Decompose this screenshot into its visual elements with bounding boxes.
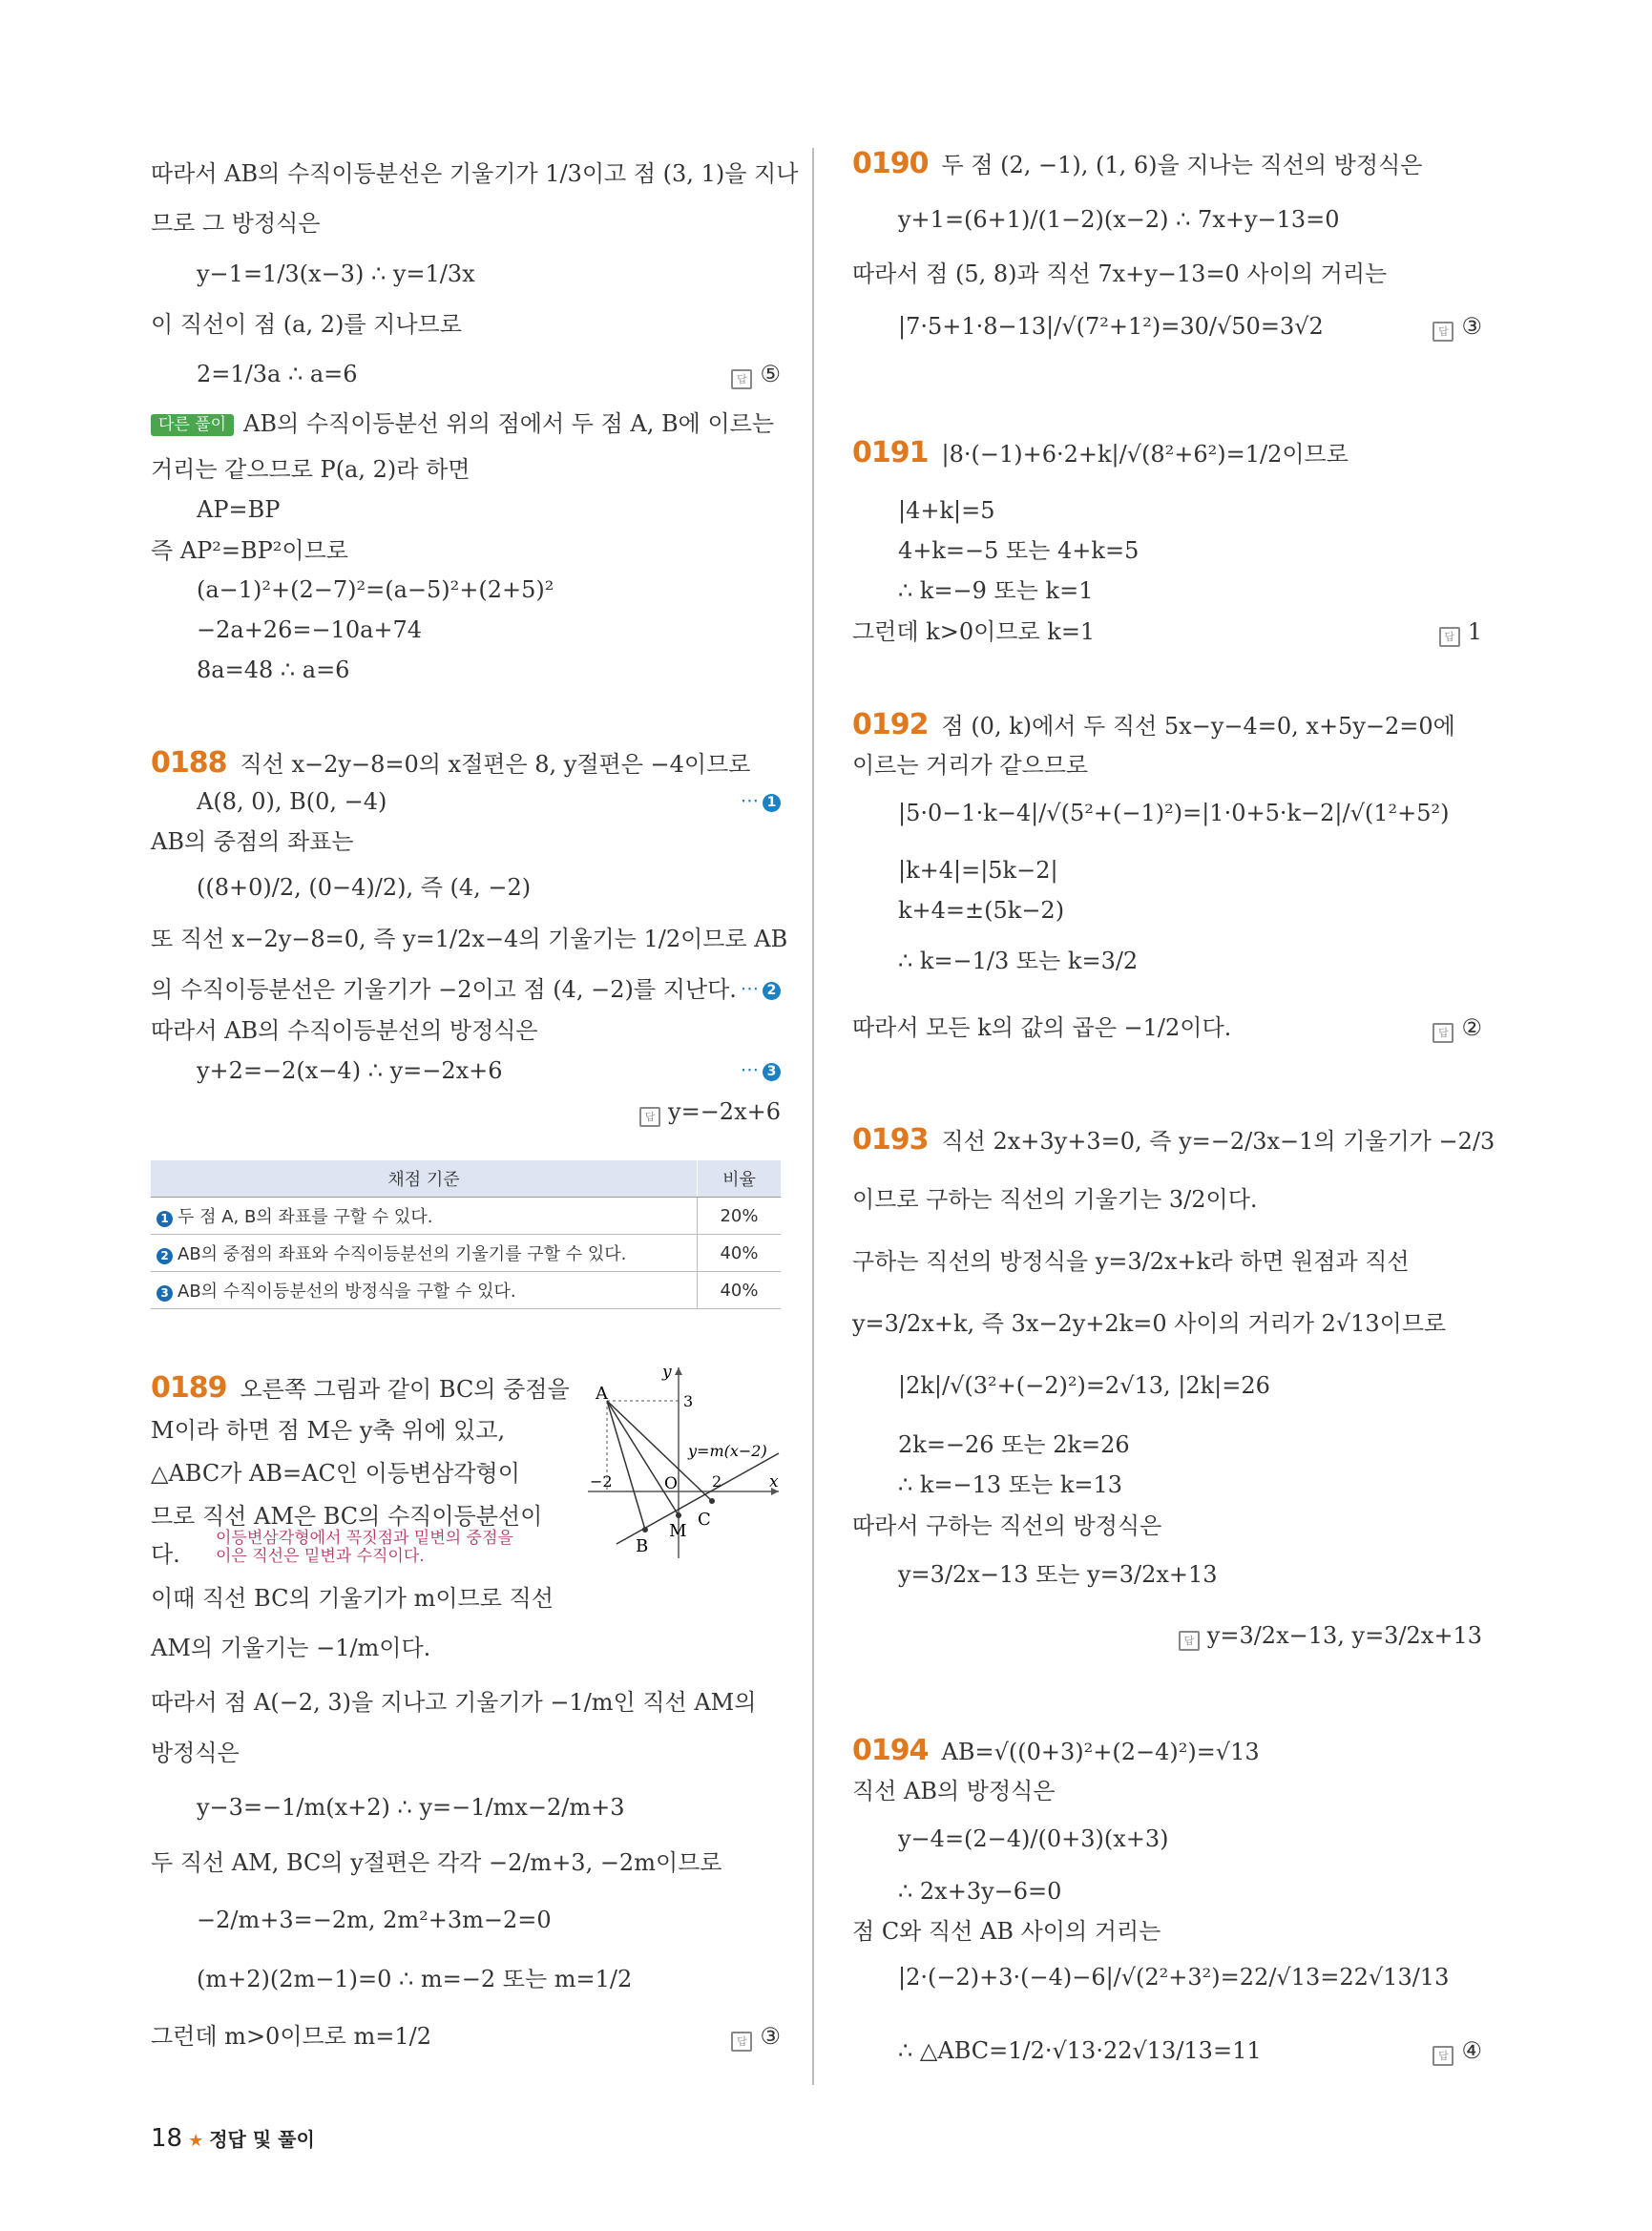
equation-line: y+1=(6+1)/(1−2)(x−2) ∴ 7x+y−13=0 bbox=[898, 206, 1340, 233]
answer-icon: 답 bbox=[1432, 1023, 1453, 1043]
text-line: 므로 직선 AM은 BC의 수직이등분선이 bbox=[151, 1503, 543, 1530]
star-icon: ★ bbox=[188, 2131, 204, 2151]
step-marker-3: ⋯ 3 bbox=[741, 1059, 781, 1081]
text-line: 방정식은 bbox=[151, 1740, 240, 1766]
answer-mark: 답 ③ bbox=[1432, 315, 1482, 342]
answer-icon: 답 bbox=[1179, 1631, 1200, 1651]
equation-line: k+4=±(5k−2) bbox=[898, 897, 1065, 924]
text-line: 따라서 점 A(−2, 3)을 지나고 기울기가 −1/m인 직선 AM의 bbox=[151, 1689, 757, 1716]
text-line: 의 수직이등분선은 기울기가 −2이고 점 (4, −2)를 지난다. bbox=[151, 976, 737, 1003]
page-number: 18 bbox=[151, 2124, 183, 2153]
table-header: 비율 bbox=[698, 1160, 782, 1198]
text-line: M이라 하면 점 M은 y축 위에 있고, bbox=[151, 1417, 506, 1444]
equation-line: ∴ k=−1/3 또는 k=3/2 bbox=[898, 948, 1139, 974]
equation-line: −2/m+3=−2m, 2m²+3m−2=0 bbox=[197, 1907, 552, 1933]
answer-mark: 답 ⑤ bbox=[731, 363, 781, 389]
answer-icon: 답 bbox=[639, 1107, 660, 1127]
label-B: B bbox=[636, 1536, 649, 1556]
equation-line: |4+k|=5 bbox=[898, 497, 995, 524]
text-line: 구하는 직선의 방정식을 y=3/2x+k라 하면 원점과 직선 bbox=[852, 1248, 1410, 1275]
equation-line: |2·(−2)+3·(−4)−6|/√(2²+3²)=22/√13=22√13/13 bbox=[898, 1964, 1450, 1991]
step-marker-2: ⋯ 2 bbox=[741, 978, 781, 1000]
label-line: y=m(x−2) bbox=[688, 1442, 767, 1460]
text-line: 직선 AB의 방정식은 bbox=[852, 1778, 1056, 1804]
text-line: 그런데 m>0이므로 m=1/2 bbox=[151, 2023, 431, 2050]
equation-line: ∴ 2x+3y−6=0 bbox=[898, 1878, 1062, 1905]
problem-number: 0191 bbox=[852, 436, 929, 469]
text-line: 따라서 점 (5, 8)과 직선 7x+y−13=0 사이의 거리는 bbox=[852, 261, 1388, 287]
answer-mark: 답 1 bbox=[1439, 620, 1482, 647]
triangle-figure bbox=[578, 1363, 784, 1563]
equation-line: y−4=(2−4)/(0+3)(x+3) bbox=[898, 1825, 1169, 1852]
label-3: 3 bbox=[683, 1392, 694, 1410]
text-line: 따라서 구하는 직선의 방정식은 bbox=[852, 1512, 1162, 1539]
problem-0191: 0191 |8·(−1)+6·2+k|/√(8²+6²)=1/2이므로 bbox=[852, 436, 1349, 469]
text-line: 이때 직선 BC의 기울기가 m이므로 직선 bbox=[151, 1585, 554, 1612]
equation-line: y+2=−2(x−4) ∴ y=−2x+6 bbox=[197, 1057, 503, 1084]
equation-line: 2=1/3a ∴ a=6 bbox=[197, 361, 358, 387]
text-line: 므로 그 방정식은 bbox=[151, 210, 321, 237]
problem-0193: 0193 직선 2x+3y+3=0, 즉 y=−2/3x−1의 기울기가 −2/3 bbox=[852, 1123, 1495, 1157]
text-line: 따라서 AB의 수직이등분선은 기울기가 1/3이고 점 (3, 1)을 지나 bbox=[151, 160, 799, 187]
equation-line: |5·0−1·k−4|/√(5²+(−1)²)=|1·0+5·k−2|/√(1²+5²) bbox=[898, 800, 1450, 826]
alt-solution-line: 다른 풀이 AB의 수직이등분선 위의 점에서 두 점 A, B에 이르는 bbox=[151, 412, 774, 436]
text-line: 거리는 같으므로 P(a, 2)라 하면 bbox=[151, 456, 471, 483]
equation-line: A(8, 0), B(0, −4) bbox=[197, 788, 387, 815]
step-marker-1: ⋯ 1 bbox=[741, 790, 781, 812]
answer-icon: 답 bbox=[731, 369, 752, 389]
label-O: O bbox=[664, 1474, 678, 1493]
equation-line: (a−1)²+(2−7)²=(a−5)²+(2+5)² bbox=[197, 576, 554, 603]
equation-line: ((8+0)/2, (0−4)/2), 즉 (4, −2) bbox=[197, 874, 532, 901]
problem-number: 0188 bbox=[151, 746, 227, 780]
label-C: C bbox=[698, 1510, 711, 1530]
answer-icon: 답 bbox=[1439, 627, 1460, 647]
text-line: AM의 기울기는 −1/m이다. bbox=[151, 1635, 431, 1661]
table-header: 채점 기준 bbox=[151, 1160, 698, 1198]
alt-solution-tag: 다른 풀이 bbox=[151, 414, 234, 436]
equation-line: |k+4|=|5k−2| bbox=[898, 857, 1058, 884]
text-line: 다. bbox=[151, 1541, 180, 1568]
answer-mark: 답 ② bbox=[1432, 1016, 1482, 1043]
label-y: y bbox=[662, 1363, 672, 1382]
table-row: 3 AB의 수직이등분선의 방정식을 구할 수 있다. 40% bbox=[151, 1272, 781, 1309]
text-line: 이 직선이 점 (a, 2)를 지나므로 bbox=[151, 311, 462, 338]
text-line: 이므로 구하는 직선의 기울기는 3/2이다. bbox=[852, 1186, 1258, 1213]
label-A: A bbox=[596, 1384, 608, 1404]
equation-line: (m+2)(2m−1)=0 ∴ m=−2 또는 m=1/2 bbox=[197, 1966, 633, 1992]
scoring-table bbox=[151, 1160, 781, 1309]
problem-0189: 0189 오른쪽 그림과 같이 BC의 중점을 bbox=[151, 1371, 570, 1405]
text-line: 따라서 AB의 수직이등분선의 방정식은 bbox=[151, 1017, 538, 1044]
table-row: 1 두 점 A, B의 좌표를 구할 수 있다. 20% bbox=[151, 1198, 781, 1235]
answer-icon: 답 bbox=[1432, 322, 1453, 342]
text-line: 즉 AP²=BP²이므로 bbox=[151, 537, 348, 564]
equation-line: ∴ △ABC=1/2·√13·22√13/13=11 bbox=[898, 2037, 1262, 2064]
annotation-note: 이등변삼각형에서 꼭짓점과 밑변의 중점을 이은 직선은 밑변과 수직이다. bbox=[216, 1529, 513, 1566]
label-M: M bbox=[669, 1521, 687, 1541]
page-footer bbox=[151, 2124, 315, 2153]
answer-mark: 답 y=3/2x−13, y=3/2x+13 bbox=[1179, 1624, 1482, 1651]
column-divider bbox=[812, 148, 814, 2085]
equation-line: −2a+26=−10a+74 bbox=[197, 616, 423, 643]
problem-number: 0192 bbox=[852, 708, 929, 741]
text-line: 점 C와 직선 AB 사이의 거리는 bbox=[852, 1918, 1161, 1945]
text-line: △ABC가 AB=AC인 이등변삼각형이 bbox=[151, 1460, 520, 1487]
text-line: 따라서 모든 k의 값의 곱은 −1/2이다. bbox=[852, 1014, 1232, 1041]
answer-icon: 답 bbox=[731, 2032, 752, 2052]
footer-label: 정답 및 풀이 bbox=[209, 2128, 315, 2151]
table-row: 2 AB의 중점의 좌표와 수직이등분선의 기울기를 구할 수 있다. 40% bbox=[151, 1235, 781, 1272]
problem-0194: 0194 AB=√((0+3)²+(2−4)²)=√13 bbox=[852, 1734, 1260, 1767]
equation-line: 4+k=−5 또는 4+k=5 bbox=[898, 537, 1140, 564]
text-line: 또 직선 x−2y−8=0, 즉 y=1/2x−4의 기울기는 1/2이므로 AB bbox=[151, 926, 788, 952]
problem-number: 0193 bbox=[852, 1123, 929, 1157]
equation-line: 8a=48 ∴ a=6 bbox=[197, 657, 350, 683]
problem-0192: 0192 점 (0, k)에서 두 직선 5x−y−4=0, x+5y−2=0에 bbox=[852, 708, 1455, 741]
problem-0188: 0188 직선 x−2y−8=0의 x절편은 8, y절편은 −4이므로 bbox=[151, 746, 751, 780]
answer-mark: 답 y=−2x+6 bbox=[639, 1100, 781, 1127]
equation-line: AP=BP bbox=[197, 496, 281, 523]
text-line: 이르는 거리가 같으므로 bbox=[852, 752, 1089, 779]
text-line: 그런데 k>0이므로 k=1 bbox=[852, 618, 1096, 645]
text-line: AB의 중점의 좌표는 bbox=[151, 828, 354, 855]
equation-line: ∴ k=−9 또는 k=1 bbox=[898, 577, 1094, 604]
equation-line: |7·5+1·8−13|/√(7²+1²)=30/√50=3√2 bbox=[898, 313, 1324, 340]
label-neg2: −2 bbox=[590, 1472, 613, 1491]
problem-0190: 0190 두 점 (2, −1), (1, 6)을 지나는 직선의 방정식은 bbox=[852, 147, 1423, 180]
label-2: 2 bbox=[712, 1472, 722, 1491]
answer-mark: 답 ③ bbox=[731, 2025, 781, 2052]
text-line: 두 직선 AM, BC의 y절편은 각각 −2/m+3, −2m이므로 bbox=[151, 1849, 722, 1876]
problem-number: 0190 bbox=[852, 147, 929, 180]
equation-line: y−3=−1/m(x+2) ∴ y=−1/mx−2/m+3 bbox=[197, 1794, 625, 1821]
label-x: x bbox=[769, 1472, 779, 1491]
answer-icon: 답 bbox=[1432, 2046, 1453, 2066]
equation-line: y=3/2x−13 또는 y=3/2x+13 bbox=[898, 1561, 1218, 1588]
equation-line: y−1=1/3(x−3) ∴ y=1/3x bbox=[197, 261, 475, 287]
text-line: y=3/2x+k, 즉 3x−2y+2k=0 사이의 거리가 2√13이므로 bbox=[852, 1310, 1447, 1337]
equation-line: 2k=−26 또는 2k=26 bbox=[898, 1431, 1130, 1458]
equation-line: |2k|/√(3²+(−2)²)=2√13, |2k|=26 bbox=[898, 1372, 1270, 1399]
problem-number: 0194 bbox=[852, 1734, 929, 1767]
answer-mark: 답 ④ bbox=[1432, 2039, 1482, 2066]
problem-number: 0189 bbox=[151, 1371, 227, 1405]
equation-line: ∴ k=−13 또는 k=13 bbox=[898, 1471, 1123, 1498]
